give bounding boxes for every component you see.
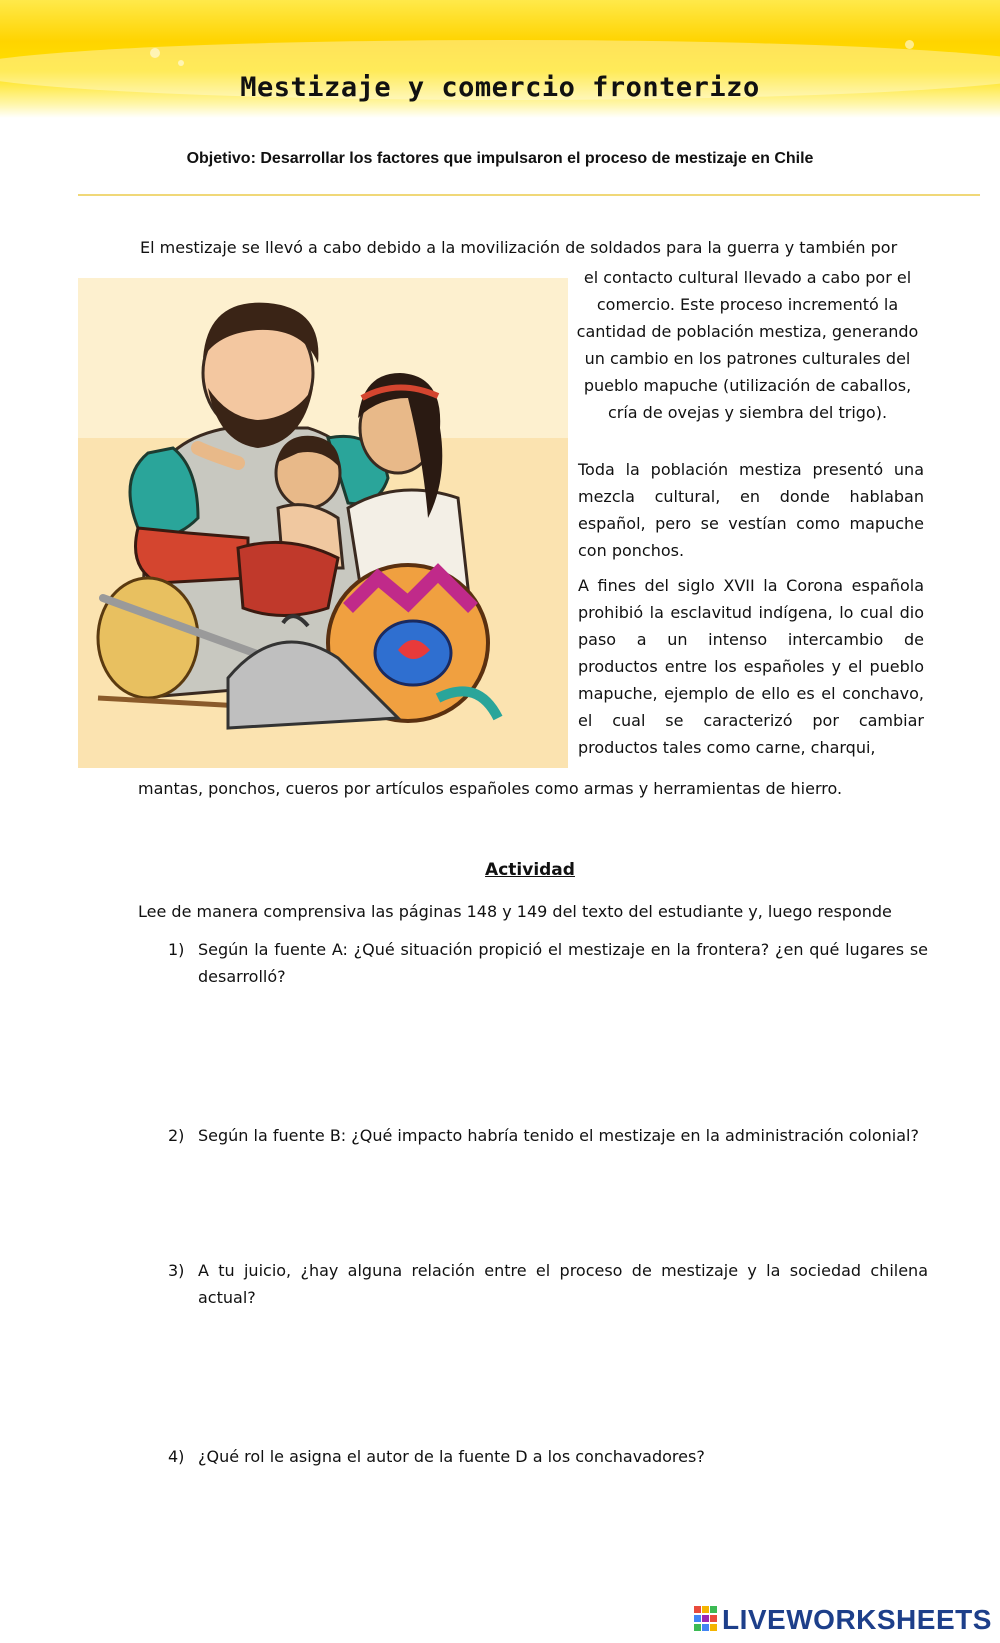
bubble-decoration	[178, 60, 184, 66]
question-3	[168, 1257, 928, 1311]
brand-name: LIVEWORKSHEETS	[722, 1604, 992, 1635]
objective-text: Desarrollar los factores que impulsaron el proceso de mestizaje en Chile	[260, 150, 814, 167]
liveworksheets-brand[interactable]	[694, 1604, 994, 1636]
reading-paragraph-3: A fines del siglo XVII la Corona española prohibió la esclavitud indígena, lo cual dio paso a un intenso intercambio de productos entre los españoles y el pueblo mapuche, ejemplo de ello es el conchavo, el cual se caracterizó por cambiar productos tales como carne, charqui,	[578, 576, 924, 757]
question-2	[168, 1122, 928, 1149]
objective-line	[0, 150, 1000, 168]
question-text: Según la fuente A: ¿Qué situación propició el mestizaje en la frontera? ¿en qué lugares se desarrolló?	[198, 940, 928, 986]
liveworksheets-logo-icon	[694, 1606, 718, 1632]
divider	[78, 194, 980, 196]
question-number: 1)	[168, 940, 185, 959]
question-1	[168, 936, 928, 990]
bubble-decoration	[905, 40, 914, 49]
reading-paragraph-2: Toda la población mestiza presentó una mezcla cultural, en donde hablaban español, pero se vestían como mapuche con ponchos.	[578, 460, 924, 560]
question-number: 3)	[168, 1261, 185, 1280]
question-4	[168, 1443, 928, 1470]
reading-paragraph-1: el contacto cultural llevado a cabo por el comercio. Este proceso incrementó la cantidad de población mestiza, generando un cambio en los patrones culturales del pueblo mapuche (utilización de caballos, cría de ovejas y siembra del trigo).	[576, 268, 919, 422]
page-title: Mestizaje y comercio fronterizo	[240, 72, 760, 103]
question-text: A tu juicio, ¿hay alguna relación entre el proceso de mestizaje y la sociedad chilena actual?	[198, 1261, 928, 1307]
mestizo-family-illustration	[78, 278, 568, 768]
question-text: Según la fuente B: ¿Qué impacto habría tenido el mestizaje en la administración colonial?	[198, 1126, 919, 1145]
reading-paragraph-3-tail: mantas, ponchos, cueros por artículos españoles como armas y herramientas de hierro.	[138, 779, 843, 798]
activity-intro: Lee de manera comprensiva las páginas 148 y 149 del texto del estudiante y, luego responde	[138, 902, 892, 921]
question-text: ¿Qué rol le asigna el autor de la fuente D a los conchavadores?	[198, 1447, 705, 1466]
question-number: 2)	[168, 1126, 185, 1145]
activity-title: Actividad	[485, 860, 575, 880]
reading-lead: El mestizaje se llevó a cabo debido a la movilización de soldados para la guerra y también por	[140, 238, 898, 257]
bubble-decoration	[150, 48, 160, 58]
objective-label: Objetivo:	[186, 150, 256, 167]
question-number: 4)	[168, 1447, 185, 1466]
